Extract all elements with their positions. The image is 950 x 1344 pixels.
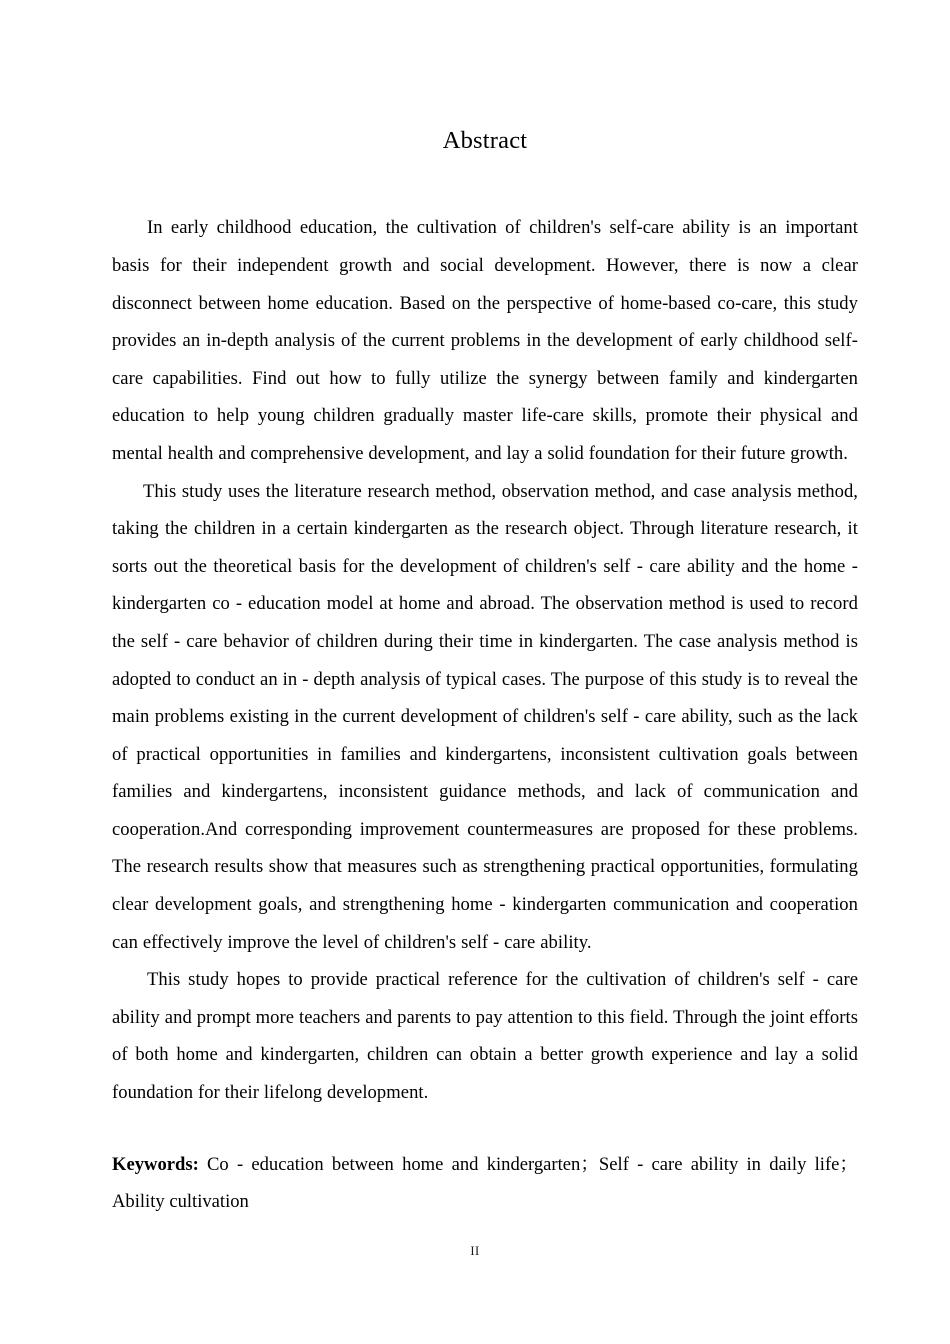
page-title: Abstract bbox=[442, 127, 528, 154]
keywords-label: Keywords: bbox=[112, 1153, 199, 1175]
paragraph-3: This study hopes to provide practical reference for the cultivation of children's self - care ability and prompt more teachers and parents to pay attention to this field. Through the joint efforts of both home and kindergarten, children can obtain a better growth experience and lay a solid foundation for their lifelong development. bbox=[112, 969, 858, 1104]
page-number: II bbox=[470, 1244, 480, 1258]
paragraph-2: This study uses the literature research method, observation method, and case analysis method, taking the children in a certain kindergarten as the research object. Through literature research, it sorts out the theoretical basis for the development of children's self - care ability and the home - kindergarten co - education model at home and abroad. The observation method is used to record the self - care behavior of children during their time in kindergarten. The case analysis method is adopted to conduct an in - depth analysis of typical cases. The purpose of this study is to reveal the main problems existing in the current development of children's self - care ability, such as the lack of practical opportunities in families and kindergartens, inconsistent cultivation goals between families and kindergartens, inconsistent guidance methods, and lack of communication and cooperation.And corresponding improvement countermeasures are proposed for these problems. The research results show that measures such as strengthening practical opportunities, formulating clear development goals, and strengthening home - kindergarten communication and cooperation can effectively improve the level of children's self - care ability. bbox=[112, 480, 858, 953]
keywords-section bbox=[112, 1146, 858, 1221]
page-content bbox=[112, 0, 858, 1221]
keywords-value: Co - education between home and kindergarten；Self - care ability in daily life；Ability cultivation bbox=[112, 1153, 858, 1213]
abstract-body bbox=[112, 155, 858, 1111]
keywords-line bbox=[112, 1146, 858, 1221]
paragraph-1: In early childhood education, the cultivation of children's self-care ability is an important basis for their independent growth and social development. However, there is now a clear disconnect between home education. Based on the perspective of home-based co-care, this study provides an in-depth analysis of the current problems in the development of early childhood self-care capabilities. Find out how to fully utilize the synergy between family and kindergarten education to help young children gradually master life-care skills, promote their physical and mental health and comprehensive development, and lay a solid foundation for their future growth. bbox=[112, 217, 858, 464]
